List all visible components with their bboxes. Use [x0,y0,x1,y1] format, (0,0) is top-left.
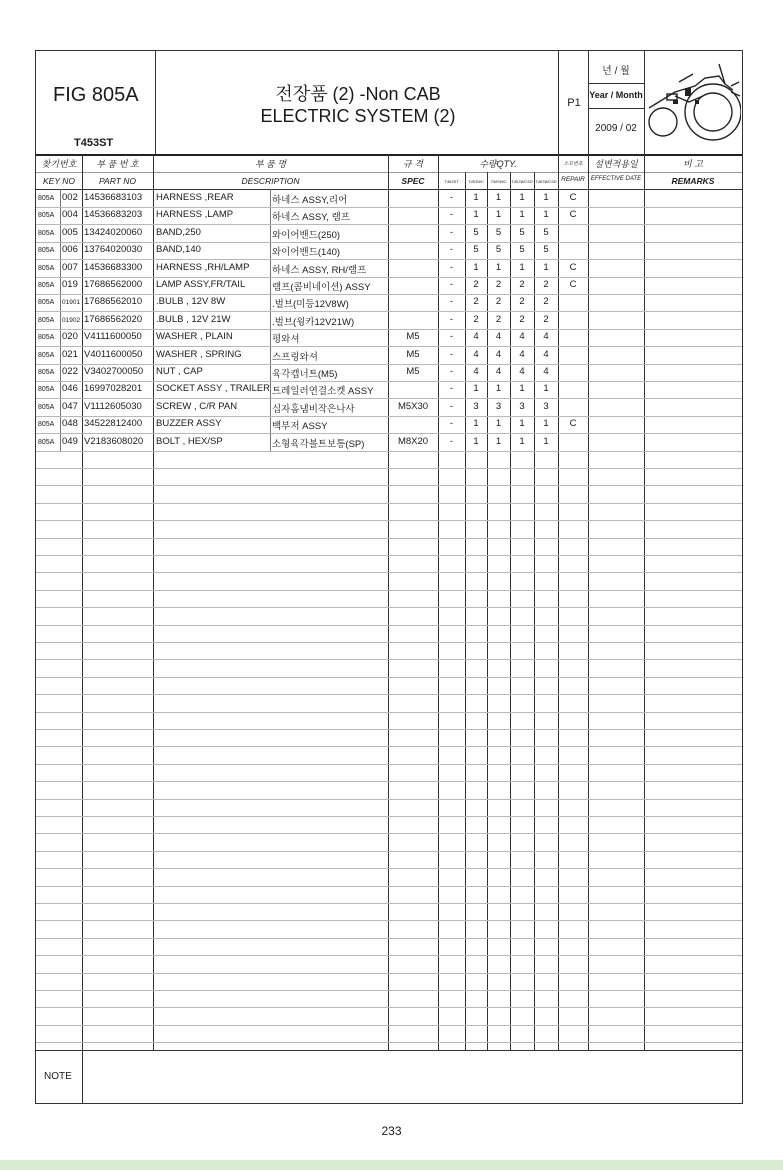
row-rule [36,329,742,330]
col-header-spec: SPEC [401,176,425,186]
row-rule [36,468,742,469]
row-rule [36,398,742,399]
cell-fig: 805A [38,386,55,394]
cell-q0: - [449,296,454,308]
cell-desc-en: BUZZER ASSY [156,418,222,430]
cell-desc-ko: 와이어밴드(250) [272,229,341,241]
cell-q4: 1 [543,209,549,221]
row-rule [36,381,742,382]
cell-spec: M5X30 [397,400,429,412]
cell-key: 048 [62,418,78,430]
cell-q1: 5 [473,244,479,256]
cell-q2: 4 [495,348,502,360]
cell-q1: 4 [473,366,479,377]
cell-q1: 1 [473,192,479,203]
cell-q2: 2 [495,296,502,308]
cell-repair: C [569,418,577,430]
page-title-korean: 전장품 (2) -Non CAB [275,84,441,104]
row-rule [36,903,742,904]
col-header-desc: DESCRIPTION [241,176,300,186]
cell-desc-ko: 하네스 ASSY, 램프 [272,212,350,224]
cell-q0: - [449,279,454,290]
cell-q2: 4 [495,366,502,377]
year-month-label-korean: 년 / 월 [602,66,630,77]
cell-q3: 2 [519,279,525,290]
row-rule [36,868,742,869]
cell-q4: 1 [543,261,549,273]
cell-desc-ko: 육각캡너트(M5) [272,369,338,380]
cell-key: 01902 [62,316,81,324]
cell-q0: - [449,383,454,395]
header-divider [155,51,156,154]
cell-q1: 1 [473,261,479,273]
col-header-effective-ko: 설변적용일 [594,159,638,169]
cell-q3: 1 [519,435,525,447]
cell-q4: 4 [543,366,549,377]
cell-desc-en: HARNESS ,REAR [156,192,234,203]
row-rule [36,451,742,452]
row-rule [36,1007,742,1008]
cell-part: 14536683203 [84,209,143,221]
table-row [36,312,742,329]
cell-fig: 805A [38,195,55,202]
cell-desc-en: SOCKET ASSY , TRAILER [156,383,271,395]
row-rule [36,659,742,660]
fig-number: FIG 805A [53,84,139,106]
cell-repair: C [569,192,577,203]
row-rule [36,294,742,295]
cell-desc-en: LAMP ASSY,FR/TAIL [156,279,246,290]
year-month-label: Year / Month [589,90,643,100]
row-rule [36,1025,742,1026]
qty-model-header: T453WC [468,179,484,184]
cell-q3: 2 [519,296,525,308]
cell-key: 019 [62,279,78,290]
cell-spec: M5 [406,366,420,377]
cell-q1: 1 [473,435,479,447]
cell-q4: 4 [543,348,549,360]
colhead-mid-rule [36,172,742,173]
year-month-value: 2009 / 02 [595,123,637,134]
cell-desc-en: BOLT , HEX/SP [156,435,223,447]
row-rule [36,346,742,347]
col-header-desc-ko: 부 품 명 [254,159,287,169]
cell-desc-en: HARNESS ,LAMP [156,209,234,221]
cell-fig: 805A [38,351,55,359]
cell-part: 17686562000 [84,279,143,290]
cell-key: 020 [62,331,78,343]
cell-q3: 1 [519,192,525,203]
table-row [36,347,742,364]
row-rule [36,642,742,643]
cell-key: 046 [62,383,78,395]
cell-q2: 2 [495,313,502,325]
cell-q1: 2 [473,313,479,325]
header-divider [558,51,559,154]
cell-q1: 4 [473,331,479,343]
row-rule [36,799,742,800]
cell-fig: 805A [38,421,55,429]
cell-q0: - [449,366,454,377]
cell-part: V2183608020 [84,435,144,447]
row-rule [36,729,742,730]
cell-q1: 1 [473,383,479,395]
cell-q1: 5 [473,226,479,238]
cell-fig: 805A [38,438,55,446]
table-row [36,242,742,259]
cell-part: V4111600050 [84,331,142,343]
table-row [36,364,742,381]
cell-fig: 805A [38,229,55,237]
cell-q3: 2 [519,313,525,325]
cell-part: V3402700050 [84,366,144,377]
cell-fig: 805A [38,403,55,411]
cell-key: 021 [62,348,78,360]
cell-desc-ko: .벌브(윙카12V21W) [272,316,355,328]
table-row [36,399,742,416]
cell-q2: 1 [495,192,502,203]
table-row [36,329,742,346]
cell-q4: 3 [543,400,549,412]
cell-q0: - [449,331,454,343]
row-rule [36,207,742,208]
page-title-english: ELECTRIC SYSTEM (2) [260,106,456,126]
cell-q2: 4 [495,331,502,343]
cell-q0: - [449,192,454,203]
cell-fig: 805A [38,212,55,220]
page-code: P1 [567,97,581,109]
cell-desc-en: .BULB , 12V 8W [156,296,226,308]
cell-fig: 805A [38,369,55,376]
row-rule [36,242,742,243]
cell-part: 34522812400 [84,418,143,430]
model-code: T453ST [74,137,114,149]
note-top-rule [36,1050,742,1051]
cell-part: 13424020060 [84,226,143,238]
cell-desc-ko: 백부저 ASSY [272,421,328,433]
row-rule [36,764,742,765]
cell-fig: 805A [38,247,55,255]
cell-q0: - [449,313,454,325]
row-rule [36,416,742,417]
cell-q3: 5 [519,244,525,256]
cell-part: 16997028201 [84,383,143,395]
col-header-spec-ko: 규 격 [403,159,423,169]
row-rule [36,433,742,434]
table-row [36,225,742,242]
cell-part: 17686562020 [84,313,143,325]
cell-fig: 805A [38,316,55,324]
cell-q4: 5 [543,244,549,256]
qty-model-header: T453WCSD [511,179,533,184]
cell-q2: 1 [495,418,502,430]
cell-desc-en: SCREW , C/R PAN [156,400,238,412]
col-header-part-ko: 부 품 번 호 [96,159,139,169]
cell-q4: 1 [543,435,549,447]
cell-q1: 2 [473,279,479,290]
col-header-repair: REPAIR [561,176,585,183]
cell-q4: 2 [543,279,549,290]
cell-desc-ko: 소형육각볼트보통(SP) [272,438,365,450]
row-rule [36,1042,742,1043]
cell-q3: 5 [519,226,525,238]
cell-part: V4011600050 [84,348,143,360]
row-rule [36,677,742,678]
cell-spec: M5 [406,331,420,343]
cell-q3: 4 [519,331,525,343]
cell-q4: 2 [543,313,549,325]
cell-q2: 5 [495,244,502,256]
table-row [36,416,742,433]
row-rule [36,781,742,782]
scan-edge-strip [0,1160,783,1170]
col-header-remarks-ko: 비 고 [683,159,703,169]
cell-key: 005 [62,226,78,238]
cell-q2: 2 [495,279,502,290]
cell-key: 007 [62,261,78,273]
page-number: 233 [381,1124,402,1138]
cell-key: 004 [62,209,78,221]
row-rule [36,973,742,974]
row-rule [36,503,742,504]
row-rule [36,485,742,486]
cell-q1: 2 [473,296,479,308]
row-rule [36,590,742,591]
row-rule [36,851,742,852]
cell-part: 14536683300 [84,261,143,273]
cell-q1: 4 [473,348,479,360]
qty-model-header: T453ST [444,179,459,184]
cell-part: 17686562010 [84,296,143,308]
cell-part: V1112605030 [84,400,142,412]
cell-q4: 2 [543,296,549,308]
cell-fig: 805A [38,334,55,342]
row-rule [36,990,742,991]
cell-desc-en: BAND,140 [156,244,201,256]
tractor-illustration [645,56,741,146]
row-rule [36,833,742,834]
cell-desc-en: .BULB , 12V 21W [156,313,231,325]
table-row [36,294,742,311]
cell-q2: 1 [495,435,502,447]
cell-q4: 1 [543,418,549,430]
cell-key: 047 [62,400,78,412]
note-label: NOTE [44,1071,72,1082]
cell-desc-en: NUT , CAP [156,366,203,377]
row-rule [36,816,742,817]
row-rule [36,625,742,626]
cell-desc-ko: 와이어밴드(140) [272,247,341,259]
cell-repair: C [569,261,577,273]
cell-desc-ko: 하네스 ASSY, RH/램프 [272,264,367,276]
row-rule [36,311,742,312]
col-header-remarks: REMARKS [671,176,715,186]
qty-model-header: T483WCSD [535,179,557,184]
cell-spec: M8X20 [397,435,429,447]
row-rule [36,259,742,260]
col-header-key-ko: 찾기번호 [41,159,77,169]
cell-q2: 3 [495,400,502,412]
cell-q2: 1 [495,261,502,273]
header-bottom-rule [36,154,742,156]
cell-fig: 805A [38,299,55,307]
cell-q0: - [449,261,454,273]
col-header-part: PART NO [99,176,136,186]
cell-q1: 1 [473,209,479,221]
cell-q4: 1 [543,192,549,203]
cell-desc-ko: 스프링와셔 [272,351,318,363]
row-rule [36,572,742,573]
cell-fig: 805A [38,264,55,272]
col-header-repair-ko: 소모번호 [563,161,583,167]
row-rule [36,746,742,747]
cell-q0: - [449,348,454,360]
cell-q2: 5 [495,226,502,238]
row-rule [36,364,742,365]
table-row [36,277,742,294]
table-row [36,381,742,398]
table-row [36,434,742,451]
cell-desc-ko: 평와셔 [272,334,300,346]
cell-desc-en: WASHER , SPRING [156,348,242,360]
cell-key: 01901 [62,299,81,307]
header-divider [588,83,644,84]
cell-fig: 805A [38,282,55,289]
cell-part: 13764020030 [84,244,143,256]
cell-q3: 1 [519,418,525,430]
table-row [36,207,742,224]
cell-q0: - [449,244,454,256]
cell-repair: C [569,279,577,290]
cell-q3: 4 [519,348,525,360]
cell-key: 049 [62,435,78,447]
cell-desc-ko: 트레일러연결소켓 ASSY [272,386,374,398]
col-header-key: KEY NO [43,176,75,186]
cell-q4: 1 [543,383,549,395]
cell-desc-ko: 십자홈냄비작은나사 [272,403,355,415]
cell-q0: - [449,418,454,430]
cell-q0: - [449,226,454,238]
cell-q2: 1 [495,383,502,395]
cell-q0: - [449,400,454,412]
row-rule [36,938,742,939]
table-row [36,260,742,277]
cell-q1: 3 [473,400,479,412]
table-row [36,190,742,207]
row-rule [36,555,742,556]
header-divider [588,108,644,109]
row-rule [36,694,742,695]
cell-q0: - [449,209,454,221]
col-header-effective: EFFECTIVE DATE [590,176,642,182]
cell-q1: 1 [473,418,479,430]
cell-q2: 1 [495,209,502,221]
row-rule [36,920,742,921]
row-rule [36,712,742,713]
cell-q4: 5 [543,226,549,238]
cell-desc-en: WASHER , PLAIN [156,331,233,343]
row-rule [36,224,742,225]
cell-q3: 3 [519,400,525,412]
cell-q3: 1 [519,261,525,273]
cell-desc-en: BAND,250 [156,226,201,238]
cell-q4: 4 [543,331,549,343]
col-header-qty: 수량QTY. [479,159,517,169]
cell-repair: C [569,209,577,221]
row-rule [36,520,742,521]
cell-q3: 4 [519,366,525,377]
cell-q3: 1 [519,209,525,221]
cell-desc-en: HARNESS ,RH/LAMP [156,261,250,273]
cell-spec: M5 [406,348,420,360]
row-rule [36,886,742,887]
qty-model-header: T483WC [490,179,507,184]
row-rule [36,607,742,608]
row-rule [36,277,742,278]
cell-desc-ko: 하네스 ASSY,리어 [272,195,348,206]
row-rule [36,538,742,539]
cell-q3: 1 [519,383,525,395]
cell-key: 022 [62,366,78,377]
cell-part: 14536683103 [84,192,143,203]
cell-key: 002 [62,192,78,203]
row-rule [36,955,742,956]
cell-q0: - [449,435,454,447]
cell-key: 006 [62,244,78,256]
cell-desc-ko: 램프(콤비네이션) ASSY [272,282,371,293]
cell-desc-ko: .벌브(미등12V8W) [272,299,349,311]
